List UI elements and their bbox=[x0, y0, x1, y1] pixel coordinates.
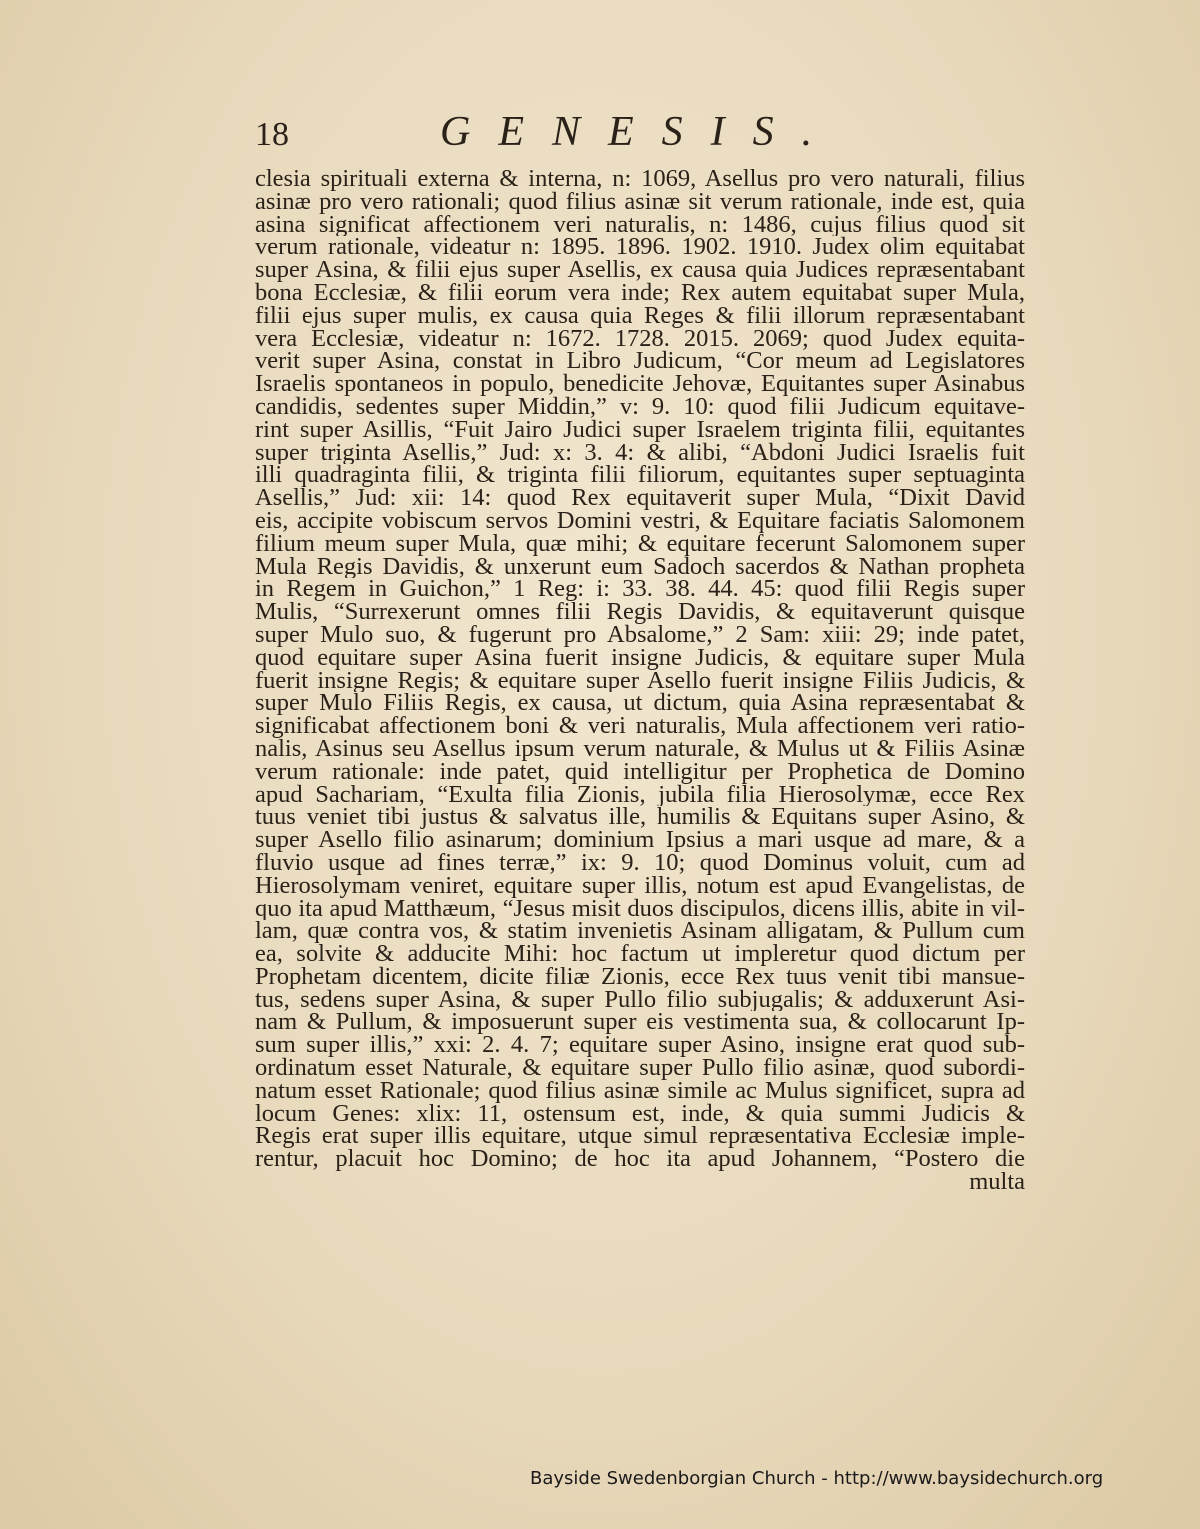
footer-credit: Bayside Swedenborgian Church - http://www.baysidechurch.org bbox=[530, 1468, 1104, 1489]
text-line: rint super Asillis, “Fuit Jairo Judici super Israelem triginta filii, equitantes bbox=[255, 418, 1025, 442]
text-line: candidis, sedentes super Middin,” v: 9. 10: quod filii Judicum equitave- bbox=[255, 395, 1025, 419]
text-line: verum rationale: inde patet, quid intelligitur per Prophetica de Domino bbox=[255, 760, 1025, 784]
text-line: super Mulo Filiis Regis, ex causa, ut dictum, quia Asina repræsentabat & bbox=[255, 692, 1025, 716]
text-line: in Regem in Guichon,” 1 Reg: i: 33. 38. 44. 45: quod filii Regis super bbox=[255, 578, 1025, 602]
text-line: rentur, placuit hoc Domino; de hoc ita apud Johannem, “Postero die bbox=[255, 1148, 1025, 1172]
text-line: illi quadraginta filii, & triginta filii filiorum, equitantes super septuaginta bbox=[255, 464, 1025, 488]
text-line: significabat affectionem boni & veri naturalis, Mula affectionem veri ratio- bbox=[255, 715, 1025, 738]
text-line: tuus veniet tibi justus & salvatus ille, humilis & Equitans super Asino, & bbox=[255, 806, 1025, 830]
text-line: Mula Regis Davidis, & unxerunt eum Sadoch sacerdos & Nathan propheta bbox=[255, 555, 1025, 579]
text-line: nalis, Asinus seu Asellus ipsum verum naturale, & Mulus ut & Filiis Asinæ bbox=[255, 737, 1025, 761]
page-header bbox=[255, 108, 1035, 158]
text-line: vera Ecclesiæ, videatur n: 1672. 1728. 2015. 2069; quod Judex equita- bbox=[255, 327, 1025, 351]
text-line: natum esset Rationale; quod filius asinæ simile ac Mulus significet, supra ad bbox=[255, 1079, 1025, 1103]
text-line: sum super illis,” xxi: 2. 4. 7; equitare super Asino, insigne erat quod sub- bbox=[255, 1034, 1025, 1058]
text-line: Hierosolymam veniret, equitare super illis, notum est apud Evangelistas, de bbox=[255, 874, 1025, 898]
text-line: asinæ pro vero rationali; quod filius asinæ sit verum rationale, inde est, quia bbox=[255, 190, 1025, 214]
text-line: verum rationale, videatur n: 1895. 1896. 1902. 1910. Judex olim equitabat bbox=[255, 236, 1025, 260]
text-line: lam, quæ contra vos, & statim invenietis Asinam alligatam, & Pullum cum bbox=[255, 920, 1025, 944]
text-line: filium meum super Mula, quæ mihi; & equitare fecerunt Salomonem super bbox=[255, 532, 1025, 556]
text-line: quo ita apud Matthæum, “Jesus misit duos discipulos, dicens illis, abite in vil- bbox=[255, 897, 1025, 921]
text-line: ea, solvite & adducite Mihi: hoc factum ut impleretur quod dictum per bbox=[255, 943, 1025, 966]
text-line: Israelis spontaneos in populo, benedicite Jehovæ, Equitantes super Asinabus bbox=[255, 373, 1025, 396]
text-line: Regis erat super illis equitare, utque simul repræsentativa Ecclesiæ imple- bbox=[255, 1125, 1025, 1149]
text-line: Mulis, “Surrexerunt omnes filii Regis Davidis, & equitaverunt quisque bbox=[255, 601, 1025, 624]
text-line: super triginta Asellis,” Jud: x: 3. 4: & alibi, “Abdoni Judici Israelis fuit bbox=[255, 441, 1025, 465]
text-line: verit super Asina, constat in Libro Judicum, “Cor meum ad Legislatores bbox=[255, 350, 1025, 374]
text-line: clesia spirituali externa & interna, n: 1069, Asellus pro vero naturali, filius bbox=[255, 168, 1025, 191]
text-line: fluvio usque ad fines terræ,” ix: 9. 10; quod Dominus voluit, cum ad bbox=[255, 851, 1025, 875]
text-line: filii ejus super mulis, ex causa quia Reges & filii illorum repræsentabant bbox=[255, 304, 1025, 328]
text-line: asina significat affectionem veri naturalis, n: 1486, cujus filius quod sit bbox=[255, 213, 1025, 237]
catchword: multa bbox=[969, 1171, 1025, 1194]
text-line: locum Genes: xlix: 11, ostensum est, inde, & quia summi Judicis & bbox=[255, 1102, 1025, 1126]
text-line: Prophetam dicentem, dicite filiæ Zionis, ecce Rex tuus venit tibi mansue- bbox=[255, 965, 1025, 989]
text-line: fuerit insigne Regis; & equitare super Asello fuerit insigne Filiis Judicis, & bbox=[255, 669, 1025, 693]
text-line: ordinatum esset Naturale, & equitare super Pullo filio asinæ, quod subordi- bbox=[255, 1057, 1025, 1080]
page-number: 18 bbox=[255, 116, 289, 153]
text-line: super Asello filio asinarum; dominium Ipsius a mari usque ad mare, & a bbox=[255, 829, 1025, 852]
text-line: super Asina, & filii ejus super Asellis, ex causa quia Judices repræsentabant bbox=[255, 259, 1025, 282]
text-line: bona Ecclesiæ, & filii eorum vera inde; Rex autem equitabat super Mula, bbox=[255, 281, 1025, 305]
text-line: quod equitare super Asina fuerit insigne Judicis, & equitare super Mula bbox=[255, 646, 1025, 670]
text-line: nam & Pullum, & imposuerunt super eis vestimenta sua, & collocarunt Ip- bbox=[255, 1011, 1025, 1035]
text-line: Asellis,” Jud: xii: 14: quod Rex equitaverit super Mula, “Dixit David bbox=[255, 487, 1025, 510]
running-title: GENESIS. bbox=[440, 109, 841, 155]
text-line: super Mulo suo, & fugerunt pro Absalome,” 2 Sam: xiii: 29; inde patet, bbox=[255, 623, 1025, 647]
text-line: tus, sedens super Asina, & super Pullo filio subjugalis; & adduxerunt Asi- bbox=[255, 988, 1025, 1012]
text-line: eis, accipite vobiscum servos Domini vestri, & Equitare faciatis Salomonem bbox=[255, 509, 1025, 533]
text-line: apud Sachariam, “Exulta filia Zionis, jubila filia Hierosolymæ, ecce Rex bbox=[255, 783, 1025, 807]
body-text bbox=[255, 168, 1025, 1194]
